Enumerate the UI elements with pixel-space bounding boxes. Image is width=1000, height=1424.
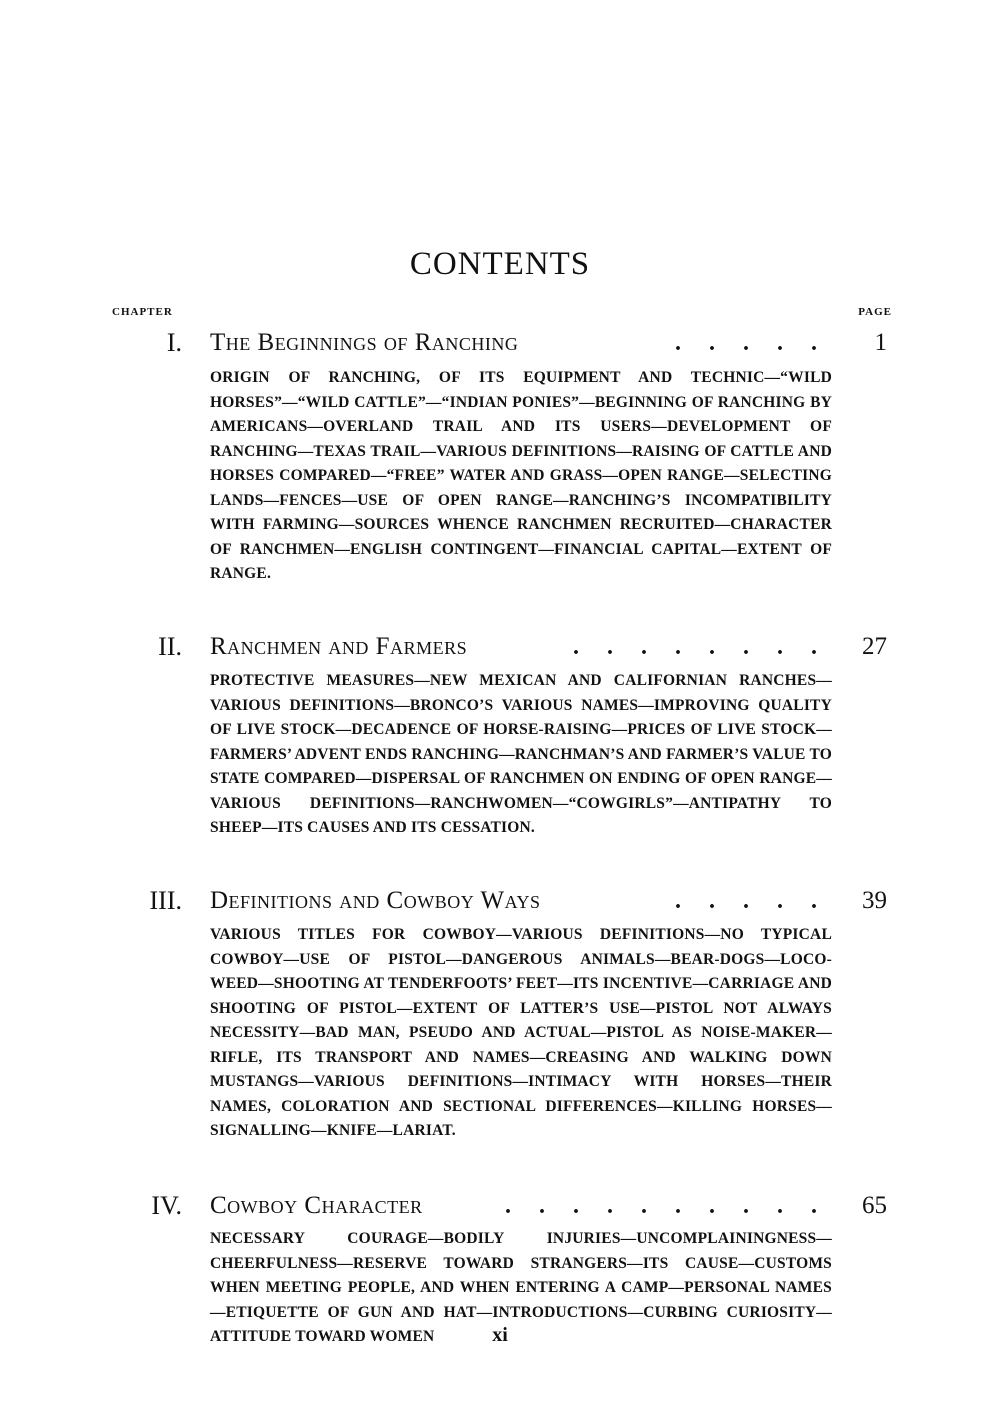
chapter-summary: ORIGIN OF RANCHING, OF ITS EQUIPMENT AND TECHNIC—“WILD HORSES”—“WILD CATTLE”—“INDIAN PONIES”—BEGINNING OF RANCHING BY AMERICANS—OVERLAND TRAIL AND ITS USERS—DEVELOPMENT OF RANCHING—TEXAS TRAIL—VARIOUS DEFINITIONS—RAISING OF CATTLE AND HORSES COMPARED—“FREE” WATER AND GRASS—OPEN RANGE—SELECTING LANDS—FENCES—USE OF OPEN RANGE—RANCHING’S INCOMPATIBILITY WITH FARMING—SOURCES WHENCE RANCHMEN RECRUITED—CHARACTER OF RANCHMEN—ENGLISH CONTINGENT—FINANCIAL CAPITAL—EXTENT OF RANGE. [210, 369, 832, 582]
chapter-summary: VARIOUS TITLES FOR COWBOY—VARIOUS DEFINITIONS—NO TYPICAL COWBOY—USE OF PISTOL—DANGEROUS ANIMALS—BEAR-DOGS—LOCO-WEED—SHOOTING AT TENDERFOOTS’ FEET—ITS INCENTIVE—CARRIAGE AND SHOOTING OF PISTOL—EXTENT OF LATTER’S USE—PISTOL NOT ALWAYS NECESSITY—BAD MAN, PSEUDO AND ACTUAL—PISTOL AS NOISE-MAKER—RIFLE, ITS TRANSPORT AND NAMES—CREASING AND WALKING DOWN MUSTANGS—VARIOUS DEFINITIONS—INTIMACY WITH HORSES—THEIR NAMES, COLORATION AND SECTIONAL DIFFERENCES—KILLING HORSES—SIGNALLING—KNIFE—LARIAT. [210, 926, 832, 1139]
chapter-heading-row[interactable] [0, 627, 1000, 667]
chapter-heading-row[interactable] [0, 881, 1000, 921]
leader-dots: . . . . . . . . [573, 634, 828, 660]
chapter-page-number: 65 [862, 1192, 887, 1219]
chapter-column-label: CHAPTER [112, 306, 173, 318]
page-title: CONTENTS [409, 246, 591, 282]
page-folio: xi [492, 1324, 508, 1346]
chapter-heading-row[interactable] [0, 1186, 1000, 1226]
chapter-number: II. [158, 632, 182, 661]
leader-dots: . . . . . [675, 888, 828, 914]
chapter-summary: PROTECTIVE MEASURES—NEW MEXICAN AND CALIFORNIAN RANCHES—VARIOUS DEFINITIONS—BRONCO’S VARIOUS NAMES—IMPROVING QUALITY OF LIVE STOCK—DECADENCE OF HORSE-RAISING—PRICES OF LIVE STOCK—FARMERS’ ADVENT ENDS RANCHING—RANCHMAN’S AND FARMER’S VALUE TO STATE COMPARED—DISPERSAL OF RANCHMEN ON ENDING OF OPEN RANGE—VARIOUS DEFINITIONS—RANCHWOMEN—“COWGIRLS”—ANTIPATHY TO SHEEP—ITS CAUSES AND ITS CESSATION. [210, 672, 832, 836]
chapter-entry-3 [0, 881, 1000, 1139]
chapter-heading-row[interactable] [0, 323, 1000, 363]
chapter-page-number: 1 [874, 329, 887, 356]
page-column-label: PAGE [858, 306, 892, 318]
chapter-page-number: 27 [862, 633, 887, 660]
chapter-title: The Beginnings of Ranching [210, 329, 519, 356]
chapter-title: Cowboy Character [210, 1192, 423, 1219]
chapter-title: Definitions and Cowboy Ways [210, 887, 541, 914]
chapter-entry-2 [0, 627, 1000, 836]
chapter-page-number: 39 [862, 887, 887, 914]
chapter-number: IV. [151, 1191, 182, 1220]
leader-dots: . . . . . . . . . . [505, 1193, 828, 1219]
chapter-summary: NECESSARY COURAGE—BODILY INJURIES—UNCOMPLAININGNESS—CHEERFULNESS—RESERVE TOWARD STRANGERS—ITS CAUSE—CUSTOMS WHEN MEETING PEOPLE, AND WHEN ENTERING A CAMP—PERSONAL NAMES—ETIQUETTE OF GUN AND HAT—INTRODUCTIONS—CURBING CURIOSITY—ATTITUDE TOWARD WOMEN [210, 1230, 832, 1345]
chapter-number: I. [166, 328, 182, 357]
chapter-title: Ranchmen and Farmers [210, 633, 468, 660]
leader-dots: . . . . . [675, 330, 828, 356]
chapter-number: III. [149, 886, 182, 915]
chapter-entry-1 [0, 323, 1000, 582]
